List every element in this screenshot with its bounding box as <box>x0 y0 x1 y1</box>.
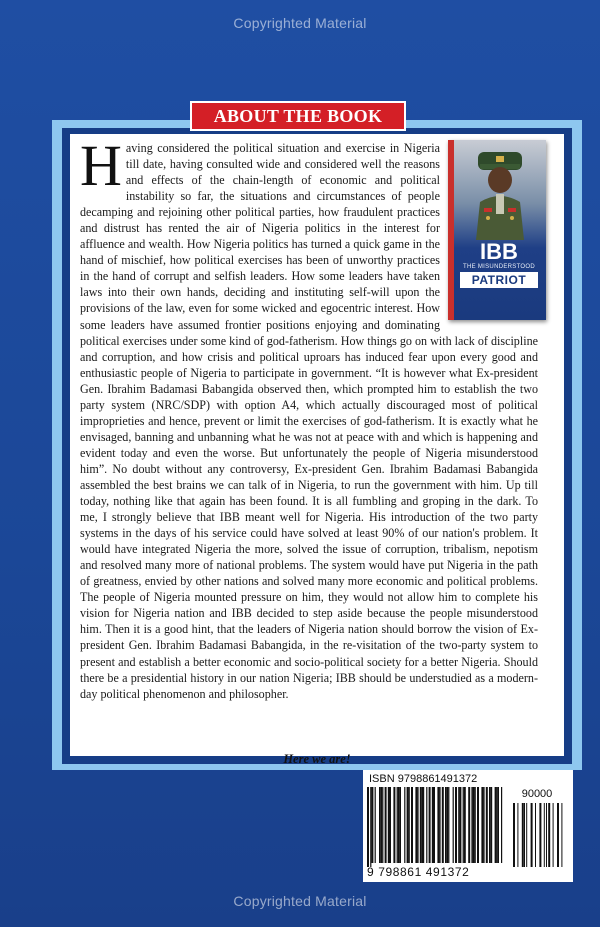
barcode-bar <box>415 787 417 863</box>
barcode-bar <box>497 787 498 863</box>
barcode-bar <box>486 787 488 863</box>
thumbnail-title: IBB <box>480 239 518 264</box>
about-book-paragraph <box>80 133 538 702</box>
barcode-bar <box>489 787 490 863</box>
barcode-bar <box>464 787 466 863</box>
barcode-bar <box>370 787 371 867</box>
barcode-bar <box>420 787 422 863</box>
closing-line: Here we are! <box>283 752 351 766</box>
addon-barcode-bar <box>526 803 527 867</box>
barcode-bar <box>481 787 483 863</box>
drop-cap: H <box>80 133 122 198</box>
addon-barcode-bar <box>561 803 562 867</box>
barcode-bar <box>379 787 380 863</box>
barcode-bar <box>393 787 395 863</box>
isbn-digits: 9 798861 491372 <box>367 865 470 879</box>
barcode-bar <box>375 787 376 863</box>
body-text: aving considered the political situation and exercise in Nigeria till date, having consulted wide and considered well the reasons and effects of the chain-length of economic and political instability so far, the situations and circumstances of people decamping and rejoining other political parties, how fraudulent practices and distrust has rented the air of Nigeria politics in the interest for affluence and wealth. How Nigeria politics has turned a quick game in the hand of mischief, how political exercises has been of unworthy practices in the hand of corrupt and selfish leaders. How some leaders have taken laws into their own hands, deciding and instituting self-will upon the provisions of the law, even for some wicked and egocentric interest. How some leaders have assumed frontier positions enjoying and dominating political exercises under some kind of god-fatherism. How things go on with lack of discipline and corruption, and how crisis and political uproars has induced fear upon every good and enthusiastic people of Nigeria to participate in government. “It is however what Ex-president Gen. Ibrahim Badamasi Babangida observed then, which prompted him to establish the two party system (NRC/SDP) with option A4, which actually discouraged most of political improprieties and hence, prevent or limit the exercises of god-fatherism. It is exactly what he envisaged, banning and unbanning what he was not at peace with and which is happening and evident today and even the worse. But unfortunately the people of Nigeria misunderstood him”. No doubt without any controversy, Ex-president Gen. Ibrahim Badamasi Babangida assembled the best brains we can talk of in Nigeria, to run the government with him. Up till today, nothing like that again has been found. It is all fumbling and groping in the dark. To me, I strongly believe that IBB meant well for Nigeria. His introduction of the two party systems in the days of his service could have solved at least 90% of our nation's problem. It would have integrated Nigeria the more, solved the issue of corruption, tribalism, nepotism and resolved many more of national problems. The system would have put Nigeria in the path of greatness, envied by other nations and solved many more economic and political problems. The people of Nigeria mounted pressure on him, they would not allow him to complete his vision for Nigeria nation and IBB decided to step aside because the people misunderstood him. Then it is a good hint, that the leaders of Nigeria nation should borrow the vision of Ex-president Gen. Ibrahim Badamasi Babangida, in the re-visitation of the two-party system to present and establish a better economic and socio-political society for a better Nigeria. Should there be a presidential history in our nation Nigeria; IBB should be understudied as a modern-day political phenomenon and philosopher. <box>80 141 538 701</box>
barcode-bar <box>385 787 387 863</box>
barcode-bar <box>367 787 369 867</box>
barcode-bar <box>446 787 448 863</box>
barcode-bar <box>471 787 472 863</box>
barcode-bar <box>382 787 383 863</box>
barcode-bar <box>473 787 475 863</box>
barcode-bar <box>490 787 492 863</box>
barcode-bar <box>422 787 423 863</box>
thumbnail-subtitle: THE MISUNDERSTOOD <box>463 264 535 270</box>
thumbnail-highlight: PATRIOT <box>460 272 538 288</box>
barcode-bar <box>458 787 459 863</box>
barcode-bar <box>388 787 389 863</box>
addon-barcode-bar <box>524 803 525 867</box>
barcode-bar <box>409 787 410 863</box>
barcode-bar <box>501 787 502 863</box>
barcode-bar <box>498 787 499 863</box>
image-wrap-spacer <box>448 140 538 318</box>
addon-barcode-bar <box>557 803 559 867</box>
barcode-bar <box>411 787 413 863</box>
barcode-bar <box>389 787 391 863</box>
barcode-bar <box>448 787 449 863</box>
barcode-bar <box>398 787 400 863</box>
watermark-bottom: Copyrighted Material <box>233 893 367 909</box>
barcode-bar <box>483 787 484 863</box>
addon-barcode-bar <box>544 803 545 867</box>
addon-barcode-bar <box>513 803 515 867</box>
addon-barcode-bar <box>546 803 547 867</box>
barcode-bar <box>371 787 373 863</box>
barcode-bar <box>453 787 454 863</box>
barcode-bar <box>437 787 439 863</box>
barcode-bar <box>380 787 382 863</box>
addon-barcode-bar <box>535 803 536 867</box>
barcode-bar <box>445 787 446 863</box>
barcode-bar <box>397 787 398 863</box>
addon-barcode-bar <box>548 803 550 867</box>
barcode-bar <box>468 787 470 863</box>
barcode-bar <box>495 787 497 863</box>
barcode-bar <box>463 787 464 863</box>
addon-barcode-bar <box>531 803 533 867</box>
barcode-bar <box>455 787 457 863</box>
barcode-bar <box>429 787 431 863</box>
price-code: 90000 <box>521 788 553 800</box>
barcode-bar <box>423 787 424 863</box>
barcode-bar <box>433 787 435 863</box>
barcode-bar <box>400 787 401 863</box>
isbn-label: ISBN 9798861491372 <box>369 773 478 785</box>
addon-barcode-bar <box>522 803 524 867</box>
addon-barcode-bar <box>539 803 541 867</box>
addon-barcode-bar <box>553 803 554 867</box>
barcode-bar <box>432 787 433 863</box>
barcode-bar <box>426 787 427 863</box>
barcode-bar <box>417 787 418 863</box>
section-title-banner: ABOUT THE BOOK <box>190 101 406 131</box>
addon-barcode-bar <box>517 803 518 867</box>
watermark-top: Copyrighted Material <box>233 15 367 31</box>
barcode-bar <box>404 787 405 863</box>
barcode-bar <box>475 787 476 863</box>
barcode-bar <box>459 787 461 863</box>
barcode-bar <box>442 787 444 863</box>
barcode-panel <box>363 770 573 882</box>
barcode-bar <box>407 787 409 863</box>
barcode-bar <box>477 787 479 863</box>
barcode-bar <box>439 787 440 863</box>
